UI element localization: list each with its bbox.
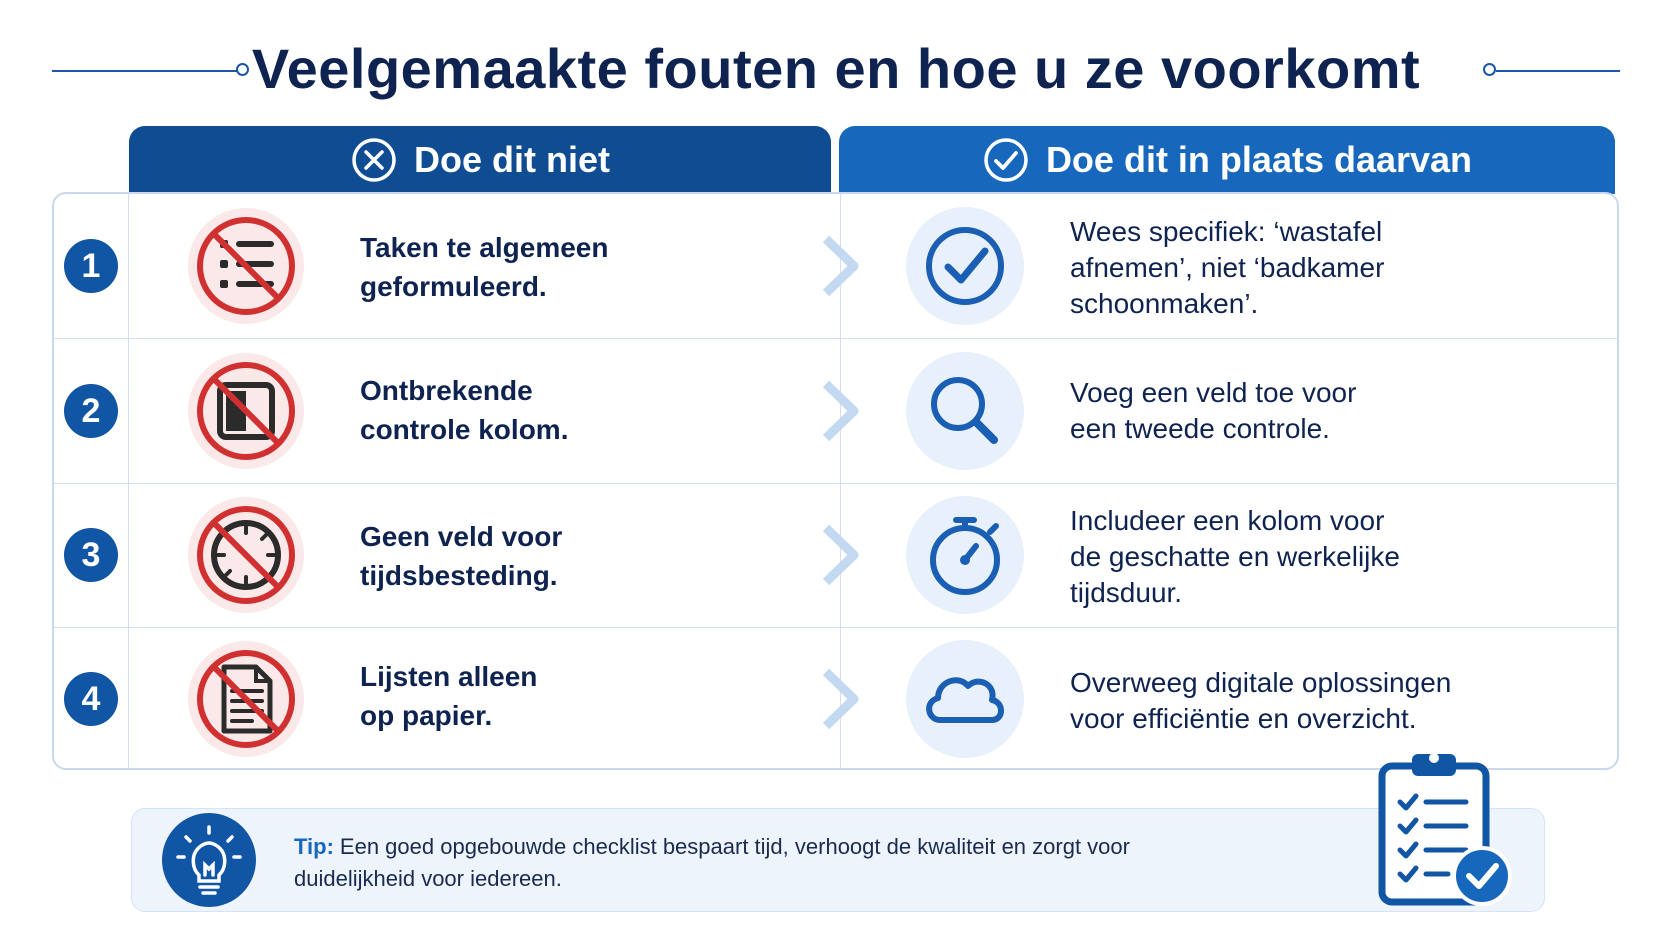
stopwatch-icon-holder <box>906 496 1024 614</box>
solution-line: tijdsduur. <box>1070 577 1183 608</box>
tip-line <box>294 831 1194 863</box>
tip-box <box>131 808 1545 912</box>
mistake-text <box>360 371 780 449</box>
title-row <box>0 30 1672 100</box>
mistake-line: Lijsten alleen <box>360 661 538 692</box>
page-title: Veelgemaakte fouten en hoe u ze voorkomt <box>251 37 1421 100</box>
solution-text <box>1070 665 1590 737</box>
lightbulb-icon <box>162 813 256 907</box>
check-circle-icon-holder <box>906 207 1024 325</box>
title-right-line <box>1496 70 1620 72</box>
table-row <box>54 194 1619 338</box>
solution-line: een tweede controle. <box>1070 413 1330 444</box>
cloud-icon-holder <box>906 640 1024 758</box>
solution-line: Wees specifiek: ‘wastafel <box>1070 216 1383 247</box>
list-prohibited-icon <box>186 206 306 326</box>
mistake-text <box>360 657 780 735</box>
solution-line: voor efficiëntie en overzicht. <box>1070 703 1417 734</box>
mistake-line: geformuleerd. <box>360 271 547 302</box>
row-number-badge: 1 <box>64 239 118 293</box>
mistake-line: controle kolom. <box>360 414 569 445</box>
check-circle-icon <box>982 136 1030 184</box>
solution-line: afnemen’, niet ‘badkamer <box>1070 252 1385 283</box>
table-row <box>54 483 1619 627</box>
title-right-dot <box>1483 63 1496 76</box>
column-header-do <box>839 126 1615 194</box>
tip-label: Tip: <box>294 834 334 859</box>
checkbox-prohibited-icon <box>186 351 306 471</box>
clock-prohibited-icon <box>186 495 306 615</box>
clipboard-checklist-icon <box>1374 746 1534 916</box>
row-number-badge: 4 <box>64 672 118 726</box>
solution-text <box>1070 375 1590 447</box>
column-header-do-label: Doe dit in plaats daarvan <box>1045 139 1473 180</box>
chevron-right-icon <box>816 520 866 590</box>
table-row <box>54 339 1619 483</box>
paper-prohibited-icon <box>186 639 306 759</box>
solution-line: Voeg een veld toe voor <box>1070 377 1357 408</box>
solution-line: Overweeg digitale oplossingen <box>1070 667 1452 698</box>
mistake-line: Taken te algemeen <box>360 232 609 263</box>
mistake-line: op papier. <box>360 700 493 731</box>
mistakes-table <box>52 192 1619 770</box>
mistake-text <box>360 517 780 595</box>
cloud-icon <box>906 640 1024 758</box>
solution-line: schoonmaken’. <box>1070 288 1259 319</box>
solution-text <box>1070 214 1590 322</box>
tip-text <box>294 831 1194 895</box>
row-number-badge: 3 <box>64 528 118 582</box>
solution-line: de geschatte en werkelijke <box>1070 541 1400 572</box>
chevron-right-icon <box>816 231 866 301</box>
chevron-right-icon <box>816 376 866 446</box>
magnifier-icon-holder <box>906 352 1024 470</box>
check-circle-icon <box>906 207 1024 325</box>
magnifier-icon <box>906 352 1024 470</box>
lightbulb-icon-holder <box>162 813 256 907</box>
mistake-line: Ontbrekende <box>360 375 533 406</box>
row-number-badge: 2 <box>64 384 118 438</box>
solution-text <box>1070 503 1590 611</box>
tip-body-line2: duidelijkheid voor iedereen. <box>294 866 562 891</box>
stopwatch-icon <box>906 496 1024 614</box>
chevron-right-icon <box>816 664 866 734</box>
x-circle-icon <box>350 136 398 184</box>
mistake-line: Geen veld voor <box>360 521 563 552</box>
column-header-dont-label: Doe dit niet <box>414 139 610 180</box>
tip-body-line1: Een goed opgebouwde checklist bespaart tijd, verhoogt de kwaliteit en zorgt voor <box>339 834 1130 859</box>
mistake-text <box>360 228 780 306</box>
mistake-line: tijdsbesteding. <box>360 560 558 591</box>
column-header-dont <box>129 126 831 194</box>
solution-line: Includeer een kolom voor <box>1070 505 1385 536</box>
